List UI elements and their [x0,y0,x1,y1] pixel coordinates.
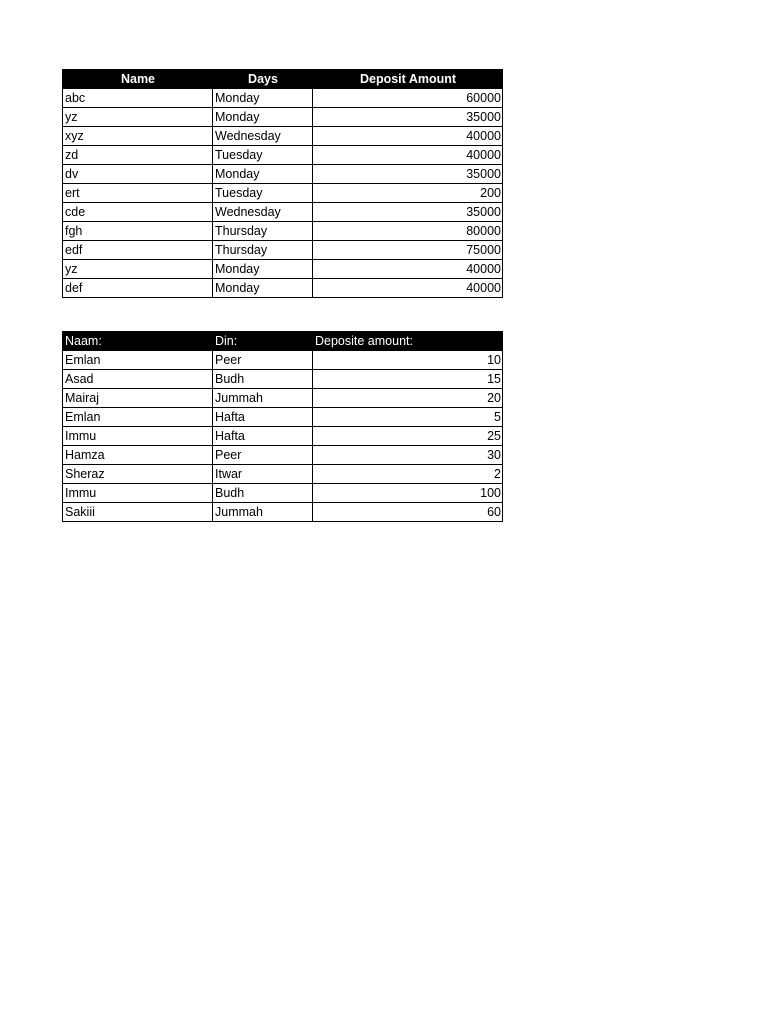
cell-amount[interactable]: 35000 [313,203,503,222]
cell-amount[interactable]: 20 [313,389,503,408]
cell-amount[interactable]: 100 [313,484,503,503]
cell-day[interactable]: Monday [213,260,313,279]
table-row [63,484,503,503]
cell-day[interactable]: Monday [213,108,313,127]
table-row [63,260,503,279]
deposit-table [62,69,503,298]
cell-day[interactable]: Monday [213,89,313,108]
table-row [63,465,503,484]
cell-name[interactable]: def [63,279,213,298]
cell-day[interactable]: Thursday [213,222,313,241]
cell-amount[interactable]: 30 [313,446,503,465]
cell-din[interactable]: Jummah [213,503,313,522]
table-row [63,389,503,408]
cell-day[interactable]: Tuesday [213,184,313,203]
cell-din[interactable]: Peer [213,446,313,465]
cell-day[interactable]: Wednesday [213,127,313,146]
cell-naam[interactable]: Emlan [63,351,213,370]
deposite-table [62,331,503,522]
cell-naam[interactable]: Emlan [63,408,213,427]
cell-naam[interactable]: Hamza [63,446,213,465]
cell-name[interactable]: dv [63,165,213,184]
table-row [63,408,503,427]
table-row [63,241,503,260]
table-row [63,279,503,298]
cell-amount[interactable]: 15 [313,370,503,389]
table-row [63,89,503,108]
cell-day[interactable]: Monday [213,279,313,298]
cell-din[interactable]: Peer [213,351,313,370]
cell-name[interactable]: yz [63,260,213,279]
table-row [63,184,503,203]
cell-din[interactable]: Itwar [213,465,313,484]
cell-din[interactable]: Budh [213,370,313,389]
cell-din[interactable]: Jummah [213,389,313,408]
cell-day[interactable]: Monday [213,165,313,184]
cell-amount[interactable]: 40000 [313,127,503,146]
cell-day[interactable]: Wednesday [213,203,313,222]
cell-amount[interactable]: 200 [313,184,503,203]
table-row [63,127,503,146]
cell-amount[interactable]: 5 [313,408,503,427]
cell-amount[interactable]: 80000 [313,222,503,241]
table-row [63,503,503,522]
cell-amount[interactable]: 60 [313,503,503,522]
table-row [63,370,503,389]
cell-amount[interactable]: 60000 [313,89,503,108]
cell-amount[interactable]: 75000 [313,241,503,260]
header-days: Days [213,70,313,89]
table-row [63,203,503,222]
cell-amount[interactable]: 10 [313,351,503,370]
header-din: Din: [213,332,313,351]
cell-amount[interactable]: 35000 [313,108,503,127]
cell-naam[interactable]: Sakiii [63,503,213,522]
table-row [63,165,503,184]
table-row [63,108,503,127]
header-row [63,70,503,89]
cell-name[interactable]: zd [63,146,213,165]
table-row [63,446,503,465]
cell-din[interactable]: Budh [213,484,313,503]
cell-amount[interactable]: 40000 [313,279,503,298]
cell-amount[interactable]: 2 [313,465,503,484]
cell-din[interactable]: Hafta [213,427,313,446]
cell-day[interactable]: Tuesday [213,146,313,165]
cell-name[interactable]: edf [63,241,213,260]
cell-amount[interactable]: 25 [313,427,503,446]
cell-naam[interactable]: Sheraz [63,465,213,484]
cell-naam[interactable]: Immu [63,484,213,503]
cell-name[interactable]: abc [63,89,213,108]
cell-name[interactable]: cde [63,203,213,222]
cell-naam[interactable]: Asad [63,370,213,389]
cell-naam[interactable]: Mairaj [63,389,213,408]
cell-name[interactable]: ert [63,184,213,203]
table-row [63,351,503,370]
header-naam: Naam: [63,332,213,351]
table-row [63,146,503,165]
cell-amount[interactable]: 35000 [313,165,503,184]
cell-naam[interactable]: Immu [63,427,213,446]
table-row [63,427,503,446]
header-name: Name [63,70,213,89]
cell-amount[interactable]: 40000 [313,146,503,165]
cell-din[interactable]: Hafta [213,408,313,427]
cell-name[interactable]: xyz [63,127,213,146]
header-row [63,332,503,351]
header-deposite-amount: Deposite amount: [313,332,503,351]
cell-name[interactable]: yz [63,108,213,127]
cell-amount[interactable]: 40000 [313,260,503,279]
cell-day[interactable]: Thursday [213,241,313,260]
header-deposit-amount: Deposit Amount [313,70,503,89]
cell-name[interactable]: fgh [63,222,213,241]
table-row [63,222,503,241]
